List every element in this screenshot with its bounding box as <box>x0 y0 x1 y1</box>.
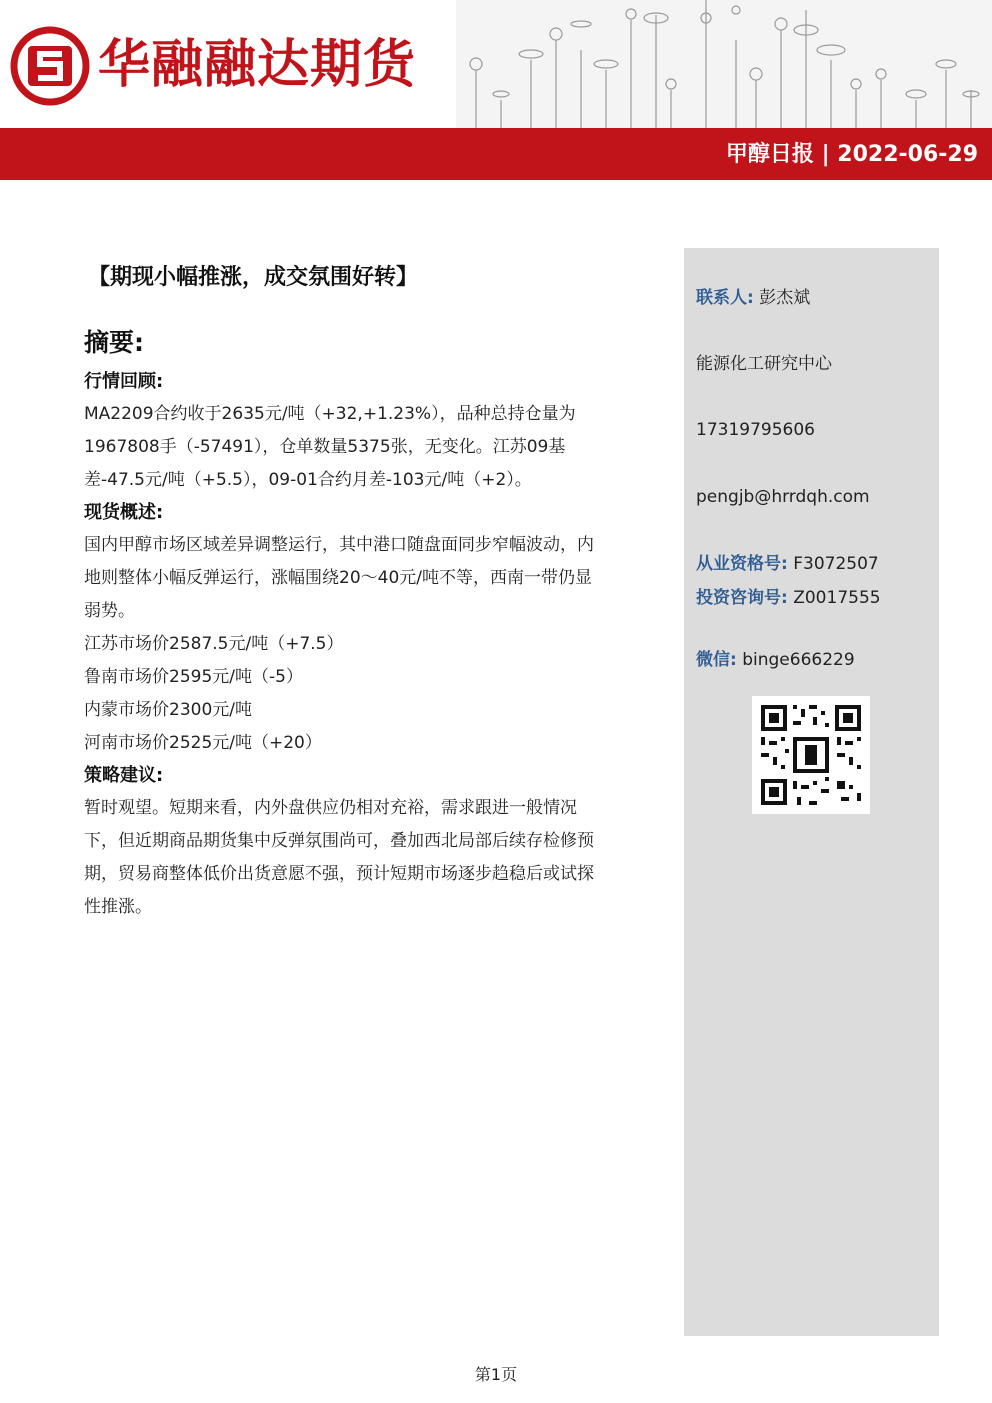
strategy-line: 暂时观望。短期来看，内外盘供应仍相对充裕，需求跟进一般情况 <box>84 798 577 818</box>
qr-code-icon <box>752 696 870 814</box>
main-content <box>84 258 664 924</box>
spot-price-line: 鲁南市场价2595元/吨（-5） <box>84 667 303 687</box>
market-review-line: 差-47.5元/吨（+5.5），09-01合约月差-103元/吨（+2）。 <box>84 470 532 490</box>
wechat-label: 微信: <box>696 650 737 670</box>
spot-overview-line: 弱势。 <box>84 601 135 621</box>
decorative-pattern <box>456 0 992 128</box>
qualification-row <box>696 552 879 576</box>
consult-label: 投资咨询号: <box>696 588 788 608</box>
consult-row <box>696 586 881 610</box>
market-review-line: MA2209合约收于2635元/吨（+32,+1.23%），品种总持仓量为 <box>84 404 576 424</box>
strategy-heading: 策略建议: <box>84 765 164 786</box>
spot-overview-line: 地则整体小幅反弹运行，涨幅围绕20～40元/吨不等，西南一带仍显 <box>84 568 592 588</box>
report-title: 甲醇日报 | 2022-06-29 <box>725 142 978 167</box>
wechat-id: binge666229 <box>742 650 855 670</box>
phone: 17319795606 <box>696 420 815 440</box>
qualification-label: 从业资格号: <box>696 554 788 574</box>
brand-name: 华融融达期货 <box>98 34 417 95</box>
spot-price-line: 河南市场价2525元/吨（+20） <box>84 733 322 753</box>
page-header <box>0 0 992 182</box>
headline: 【期现小幅推涨，成交氛围好转】 <box>88 265 419 290</box>
wechat-row <box>696 648 855 672</box>
consult-no: Z0017555 <box>793 588 881 608</box>
market-review-line: 1967808手（-57491），仓单数量5375张，无变化。江苏09基 <box>84 437 566 457</box>
strategy-line: 下，但近期商品期货集中反弹氛围尚可，叠加西北局部后续存检修预 <box>84 831 594 851</box>
spot-price-line: 江苏市场价2587.5元/吨（+7.5） <box>84 634 344 654</box>
contact-sidebar <box>684 248 939 1336</box>
contact-label: 联系人: <box>696 288 754 308</box>
spot-overview-heading: 现货概述: <box>84 502 164 523</box>
contact-row <box>696 286 810 310</box>
strategy-line: 期，贸易商整体低价出货意愿不强，预计短期市场逐步趋稳后或试探 <box>84 864 594 884</box>
strategy-line: 性推涨。 <box>84 897 152 917</box>
department: 能源化工研究中心 <box>696 354 832 374</box>
summary-heading: 摘要: <box>84 328 144 357</box>
market-review-heading: 行情回顾: <box>84 371 164 392</box>
spot-overview-line: 国内甲醇市场区域差异调整运行，其中港口随盘面同步窄幅波动，内 <box>84 535 594 555</box>
spot-price-line: 内蒙市场价2300元/吨 <box>84 700 252 720</box>
contact-name: 彭杰斌 <box>759 288 811 308</box>
page-number: 第1页 <box>474 1365 518 1384</box>
company-logo-icon <box>10 26 90 106</box>
email: pengjb@hrrdqh.com <box>696 487 870 507</box>
qualification-no: F3072507 <box>793 554 879 574</box>
